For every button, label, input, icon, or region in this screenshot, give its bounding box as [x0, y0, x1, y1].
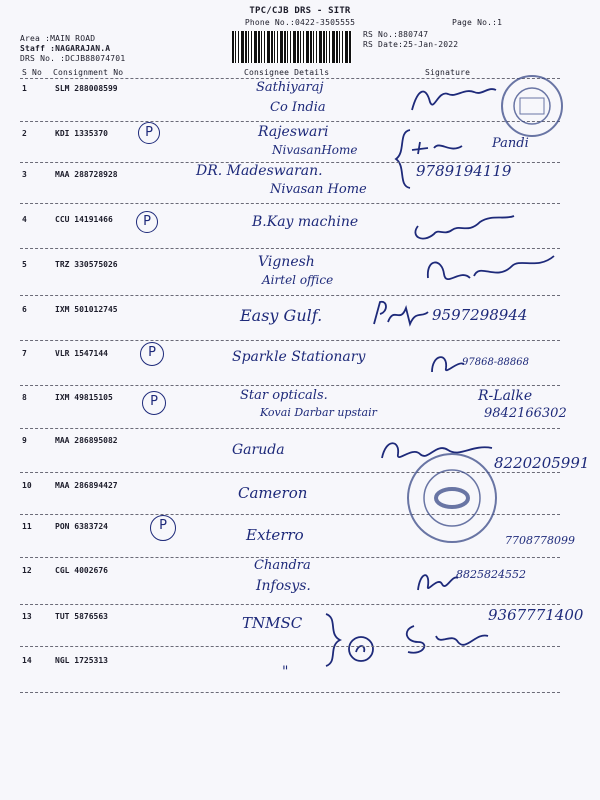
col-header-signature: Signature — [425, 68, 471, 77]
p-mark: P — [138, 122, 160, 144]
consignee-company: Co India — [270, 100, 326, 115]
ditto-mark: " — [282, 664, 289, 680]
consignee-name: Exterro — [246, 526, 304, 544]
consignee-name: Garuda — [232, 442, 285, 458]
p-mark: P — [140, 342, 164, 366]
row-sno: 1 — [22, 84, 27, 93]
row-sno: 9 — [22, 436, 27, 445]
company-stamp-top — [500, 74, 564, 138]
row-sno: 11 — [22, 522, 32, 531]
col-header-sno: S No — [22, 68, 43, 77]
phone-number: Phone No.:0422-3505555 — [244, 18, 356, 27]
consignee-name: TNMSC — [242, 614, 303, 632]
row-divider — [20, 121, 560, 122]
row-sno: 6 — [22, 305, 27, 314]
p-mark: P — [150, 515, 176, 541]
signature-row-13 — [396, 612, 492, 658]
staff-label: Staff :NAGARAJAN.A — [20, 44, 111, 53]
row-sno: 14 — [22, 656, 32, 665]
row-consignment: CCU 14191466 — [55, 215, 113, 224]
row-divider — [20, 295, 560, 296]
row-consignment: MAA 286894427 — [55, 481, 118, 490]
p-mark: P — [142, 391, 166, 415]
row-consignment: TUT 5876563 — [55, 612, 108, 621]
consignee-name: Star opticals. — [240, 388, 328, 403]
rs-date: RS Date:25-Jan-2022 — [363, 40, 459, 49]
row-sno: 12 — [22, 566, 32, 575]
rs-number: RS No.:880747 — [363, 30, 429, 39]
company-stamp-middle — [406, 452, 498, 544]
row-divider — [20, 692, 560, 693]
row-consignment: NGL 1725313 — [55, 656, 108, 665]
row-consignment: VLR 1547144 — [55, 349, 108, 358]
phone-number-handwritten: 9367771400 — [488, 606, 584, 624]
row-sno: 13 — [22, 612, 32, 621]
row-consignment: KDI 1335370 — [55, 129, 108, 138]
consignee-name: Cameron — [238, 484, 308, 502]
row-divider — [20, 203, 560, 204]
circled-mark — [346, 634, 376, 664]
row-sno: 4 — [22, 215, 27, 224]
consignee-name: Rajeswari — [258, 124, 329, 140]
row-sno: 5 — [22, 260, 27, 269]
row-consignment: CGL 4002676 — [55, 566, 108, 575]
phone-number-handwritten: 8825824552 — [456, 568, 526, 581]
row-divider — [20, 428, 560, 429]
barcode — [232, 31, 352, 63]
signatory-name: Pandi — [492, 136, 529, 151]
sheet-title: TPC/CJB DRS - SITR — [249, 6, 351, 16]
phone-number-handwritten: 97868-88868 — [462, 357, 530, 368]
consignee-name: DR. Madeswaran. — [196, 163, 323, 179]
row-consignment: IXM 49815105 — [55, 393, 113, 402]
phone-number-handwritten: 9597298944 — [432, 306, 528, 324]
phone-number-handwritten: 7708778099 — [505, 534, 575, 547]
signature-row-4 — [408, 206, 518, 246]
consignee-name: B.Kay machine — [252, 214, 359, 230]
row-consignment: TRZ 330575026 — [55, 260, 118, 269]
consignee-name: Sparkle Stationary — [232, 349, 366, 365]
row-sno: 8 — [22, 393, 27, 402]
phone-number-handwritten: 9789194119 — [416, 162, 512, 180]
consignee-company: Nivasan Home — [270, 182, 367, 197]
col-header-consignee: Consignee Details — [244, 68, 330, 77]
consignee-company: NivasanHome — [272, 143, 358, 157]
consignee-name: Easy Gulf. — [240, 306, 323, 325]
brace-mark — [318, 612, 348, 668]
row-divider — [20, 340, 560, 341]
consignee-company: Airtel office — [262, 273, 334, 287]
row-consignment: MAA 288728928 — [55, 170, 118, 179]
col-header-consignment: Consignment No — [53, 68, 124, 77]
signature-row-12 — [412, 566, 462, 596]
row-sno: 10 — [22, 481, 32, 490]
drs-number: DRS No. :DCJB88074701 — [20, 54, 126, 63]
consignee-name: Chandra — [254, 558, 311, 573]
signature-row-5 — [420, 248, 560, 292]
phone-number-handwritten: 9842166302 — [484, 406, 567, 421]
row-consignment: MAA 286895082 — [55, 436, 118, 445]
signatory-name: R-Lalke — [478, 388, 533, 404]
row-sno: 2 — [22, 129, 27, 138]
row-sno: 7 — [22, 349, 27, 358]
row-divider — [20, 385, 560, 386]
consignee-name: Sathiyaraj — [256, 80, 324, 95]
row-divider — [20, 604, 560, 605]
row-consignment: PON 6383724 — [55, 522, 108, 531]
signature-row-6 — [370, 298, 432, 330]
page-number: Page No.:1 — [452, 18, 503, 27]
row-sno: 3 — [22, 170, 27, 179]
signature-row-1 — [408, 82, 498, 116]
consignee-company: Infosys. — [256, 578, 311, 594]
consignee-company: Kovai Darbar upstair — [260, 406, 377, 419]
row-consignment: SLM 288008599 — [55, 84, 118, 93]
area-label: Area :MAIN ROAD — [20, 34, 96, 43]
consignee-name: Vignesh — [258, 254, 315, 270]
phone-number-handwritten: 8220205991 — [494, 454, 590, 472]
p-mark: P — [136, 211, 158, 233]
header-divider — [20, 78, 560, 79]
row-consignment: IXM 501012745 — [55, 305, 118, 314]
signature-row-2 — [410, 136, 466, 158]
row-divider — [20, 646, 560, 647]
